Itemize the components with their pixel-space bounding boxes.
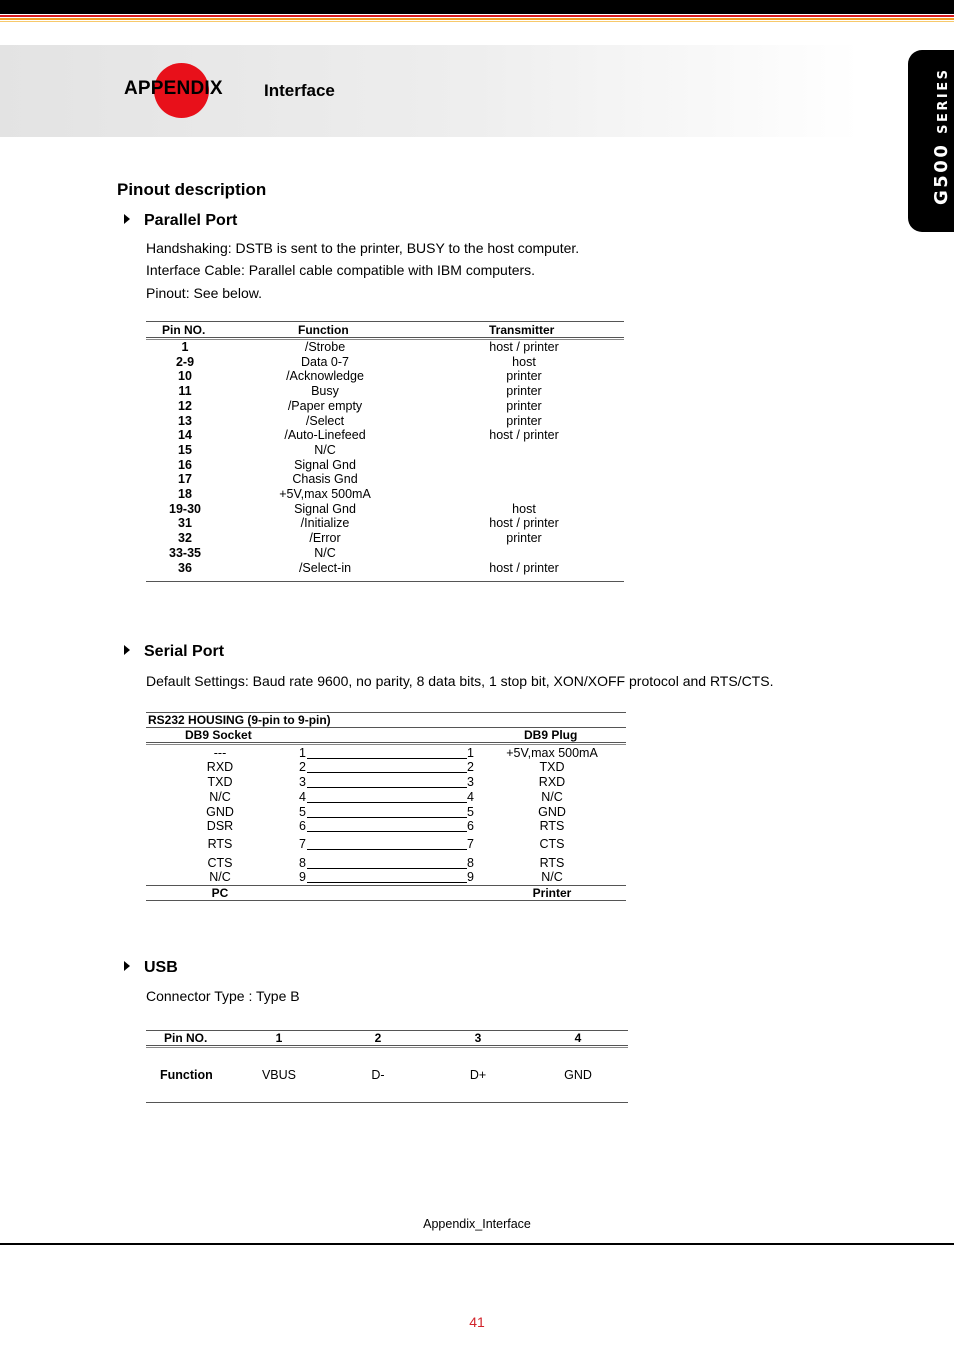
serial-plug-signal: +5V,max 500mA bbox=[506, 746, 598, 760]
parallel-transmitter-cell: host / printer bbox=[489, 428, 559, 442]
parallel-pin-cell: 18 bbox=[178, 487, 192, 501]
serial-socket-pin: 1 bbox=[299, 746, 306, 760]
usb-header-rule bbox=[146, 1045, 628, 1046]
serial-socket-signal: N/C bbox=[209, 870, 231, 884]
serial-socket-signal: N/C bbox=[209, 790, 231, 804]
serial-right-footer: Printer bbox=[532, 886, 572, 900]
serial-heading bbox=[124, 643, 224, 661]
serial-socket-pin: 5 bbox=[299, 805, 306, 819]
serial-plug-signal: RXD bbox=[538, 775, 566, 789]
serial-plug-pin: 4 bbox=[467, 790, 474, 804]
parallel-function-cell: /Error bbox=[309, 531, 341, 545]
parallel-pin-cell: 1 bbox=[181, 340, 189, 354]
header-title: Interface bbox=[264, 81, 335, 100]
usb-table-bottom-rule bbox=[146, 1102, 628, 1103]
serial-table-title: RS232 HOUSING (9-pin to 9-pin) bbox=[148, 713, 331, 727]
serial-plug-pin: 9 bbox=[467, 870, 474, 884]
page-number: 41 bbox=[469, 1314, 485, 1330]
serial-socket-signal: RTS bbox=[207, 837, 233, 851]
parallel-pin-cell: 13 bbox=[178, 414, 192, 428]
series-label-caps: SERIES bbox=[936, 67, 951, 134]
parallel-transmitter-cell: host / printer bbox=[489, 516, 559, 530]
serial-wire-line bbox=[307, 772, 467, 773]
serial-plug-pin: 2 bbox=[467, 760, 474, 774]
serial-table-bottom-rule bbox=[146, 900, 626, 901]
usb-pin-3: 3 bbox=[474, 1031, 482, 1045]
parallel-transmitter-cell: printer bbox=[506, 369, 542, 383]
top-stripe-black bbox=[0, 0, 954, 14]
parallel-line-2: Interface Cable: Parallel cable compatible with IBM computers. bbox=[146, 262, 536, 278]
usb-description: Connector Type : Type B bbox=[146, 988, 300, 1004]
parallel-function-cell: N/C bbox=[314, 546, 336, 560]
serial-socket-pin: 6 bbox=[299, 819, 306, 833]
usb-function-2: D- bbox=[371, 1068, 385, 1082]
serial-plug-pin: 5 bbox=[467, 805, 474, 819]
serial-right-header: DB9 Plug bbox=[524, 728, 578, 742]
parallel-transmitter-cell: host bbox=[512, 355, 536, 369]
parallel-table-bottom-rule bbox=[146, 581, 624, 582]
serial-socket-signal: TXD bbox=[207, 775, 233, 789]
parallel-function-cell: N/C bbox=[314, 443, 336, 457]
serial-socket-pin: 4 bbox=[299, 790, 306, 804]
usb-pin-2: 2 bbox=[374, 1031, 382, 1045]
parallel-function-cell: /Select-in bbox=[298, 561, 352, 575]
usb-heading bbox=[124, 959, 178, 977]
parallel-transmitter-cell: host bbox=[512, 502, 536, 516]
top-stripe-yellow bbox=[0, 21, 954, 22]
usb-pin-label: Pin NO. bbox=[164, 1031, 208, 1045]
serial-wire-line bbox=[307, 882, 467, 883]
parallel-pin-cell: 14 bbox=[178, 428, 192, 442]
parallel-pin-cell: 32 bbox=[178, 531, 192, 545]
serial-socket-signal: GND bbox=[206, 805, 234, 819]
parallel-heading-text: Parallel Port bbox=[144, 212, 238, 229]
serial-plug-signal: TXD bbox=[539, 760, 565, 774]
footer-text: Appendix_Interface bbox=[423, 1217, 531, 1231]
serial-plug-pin: 6 bbox=[467, 819, 474, 833]
bullet-triangle-icon bbox=[124, 961, 130, 971]
serial-header-rule-2 bbox=[146, 744, 626, 745]
serial-heading-text: Serial Port bbox=[144, 643, 225, 660]
serial-description: Default Settings: Baud rate 9600, no parity, 8 data bits, 1 stop bit, XON/XOFF protocol and RTS/CTS. bbox=[146, 673, 774, 689]
usb-function-label: Function bbox=[160, 1068, 213, 1082]
parallel-function-cell: /Auto-Linefeed bbox=[284, 428, 366, 442]
serial-socket-signal: CTS bbox=[207, 856, 233, 870]
parallel-transmitter-cell: host / printer bbox=[489, 340, 559, 354]
parallel-header-rule bbox=[146, 337, 624, 338]
serial-wire-line bbox=[307, 868, 467, 869]
serial-plug-pin: 1 bbox=[467, 746, 474, 760]
serial-plug-signal: N/C bbox=[541, 790, 563, 804]
usb-function-1: VBUS bbox=[261, 1068, 297, 1082]
parallel-pin-cell: 19-30 bbox=[169, 502, 201, 516]
serial-socket-signal: RXD bbox=[206, 760, 234, 774]
serial-socket-pin: 9 bbox=[299, 870, 306, 884]
parallel-function-cell: +5V,max 500mA bbox=[279, 487, 371, 501]
parallel-function-cell: Signal Gnd bbox=[294, 502, 356, 516]
footer-rule bbox=[0, 1243, 954, 1245]
parallel-pin-cell: 10 bbox=[178, 369, 192, 383]
parallel-col-pin: Pin NO. bbox=[162, 323, 206, 337]
top-stripe-orange bbox=[0, 18, 954, 20]
parallel-pin-cell: 33-35 bbox=[169, 546, 201, 560]
serial-socket-pin: 3 bbox=[299, 775, 306, 789]
parallel-transmitter-cell: printer bbox=[506, 399, 542, 413]
serial-plug-pin: 3 bbox=[467, 775, 474, 789]
serial-socket-signal: --- bbox=[213, 746, 227, 760]
serial-wire-line bbox=[307, 831, 467, 832]
serial-socket-pin: 7 bbox=[299, 837, 306, 851]
parallel-function-cell: /Acknowledge bbox=[286, 369, 364, 383]
top-stripe-red bbox=[0, 15, 954, 17]
parallel-transmitter-cell: printer bbox=[506, 531, 542, 545]
parallel-transmitter-cell: printer bbox=[506, 414, 542, 428]
parallel-pin-cell: 16 bbox=[178, 458, 192, 472]
usb-function-3: D+ bbox=[469, 1068, 487, 1082]
serial-plug-pin: 7 bbox=[467, 837, 474, 851]
parallel-transmitter-cell: host / printer bbox=[489, 561, 559, 575]
parallel-table-top-rule bbox=[146, 321, 624, 322]
parallel-function-cell: /Strobe bbox=[304, 340, 346, 354]
parallel-col-transmitter: Transmitter bbox=[489, 323, 555, 337]
parallel-pin-cell: 31 bbox=[178, 516, 192, 530]
serial-plug-pin: 8 bbox=[467, 856, 474, 870]
bullet-triangle-icon bbox=[124, 214, 130, 224]
usb-pin-4: 4 bbox=[574, 1031, 582, 1045]
usb-pin-1: 1 bbox=[275, 1031, 283, 1045]
parallel-pin-cell: 12 bbox=[178, 399, 192, 413]
parallel-pin-cell: 15 bbox=[178, 443, 192, 457]
parallel-heading bbox=[124, 212, 237, 230]
serial-left-header: DB9 Socket bbox=[185, 728, 252, 742]
serial-wire-line bbox=[307, 787, 467, 788]
parallel-line-3: Pinout: See below. bbox=[146, 285, 262, 301]
serial-header-rule bbox=[146, 742, 626, 743]
appendix-badge-label: APPENDIX bbox=[124, 78, 223, 99]
series-label bbox=[931, 68, 952, 205]
parallel-pin-cell: 36 bbox=[178, 561, 192, 575]
serial-wire-line bbox=[307, 849, 467, 850]
serial-socket-pin: 2 bbox=[299, 760, 306, 774]
serial-left-footer: PC bbox=[211, 886, 229, 900]
bullet-triangle-icon bbox=[124, 645, 130, 655]
parallel-pin-cell: 2-9 bbox=[175, 355, 195, 369]
serial-plug-signal: GND bbox=[538, 805, 566, 819]
usb-heading-text: USB bbox=[144, 959, 178, 976]
parallel-pin-cell: 11 bbox=[178, 384, 192, 398]
serial-socket-pin: 8 bbox=[299, 856, 306, 870]
series-label-main: G500 bbox=[931, 133, 952, 205]
parallel-function-cell: Busy bbox=[311, 384, 339, 398]
serial-plug-signal: RTS bbox=[539, 819, 565, 833]
parallel-function-cell: Signal Gnd bbox=[294, 458, 356, 472]
parallel-pin-cell: 17 bbox=[178, 472, 192, 486]
usb-function-4: GND bbox=[564, 1068, 592, 1082]
parallel-function-cell: Chasis Gnd bbox=[292, 472, 358, 486]
serial-plug-signal: N/C bbox=[541, 870, 563, 884]
serial-wire-line bbox=[307, 817, 467, 818]
serial-plug-signal: CTS bbox=[539, 837, 565, 851]
parallel-line-1: Handshaking: DSTB is sent to the printer, BUSY to the host computer. bbox=[146, 240, 580, 256]
serial-socket-signal: DSR bbox=[206, 819, 234, 833]
parallel-function-cell: /Initialize bbox=[300, 516, 350, 530]
serial-wire-line bbox=[307, 802, 467, 803]
parallel-col-function: Function bbox=[298, 323, 349, 337]
usb-header-rule-2 bbox=[146, 1047, 628, 1048]
serial-wire-line bbox=[307, 758, 467, 759]
parallel-function-cell: Data 0-7 bbox=[301, 355, 349, 369]
parallel-transmitter-cell: printer bbox=[506, 384, 542, 398]
parallel-function-cell: /Select bbox=[305, 414, 345, 428]
parallel-function-cell: /Paper empty bbox=[287, 399, 363, 413]
section-title: Pinout description bbox=[117, 180, 267, 199]
serial-plug-signal: RTS bbox=[539, 856, 565, 870]
